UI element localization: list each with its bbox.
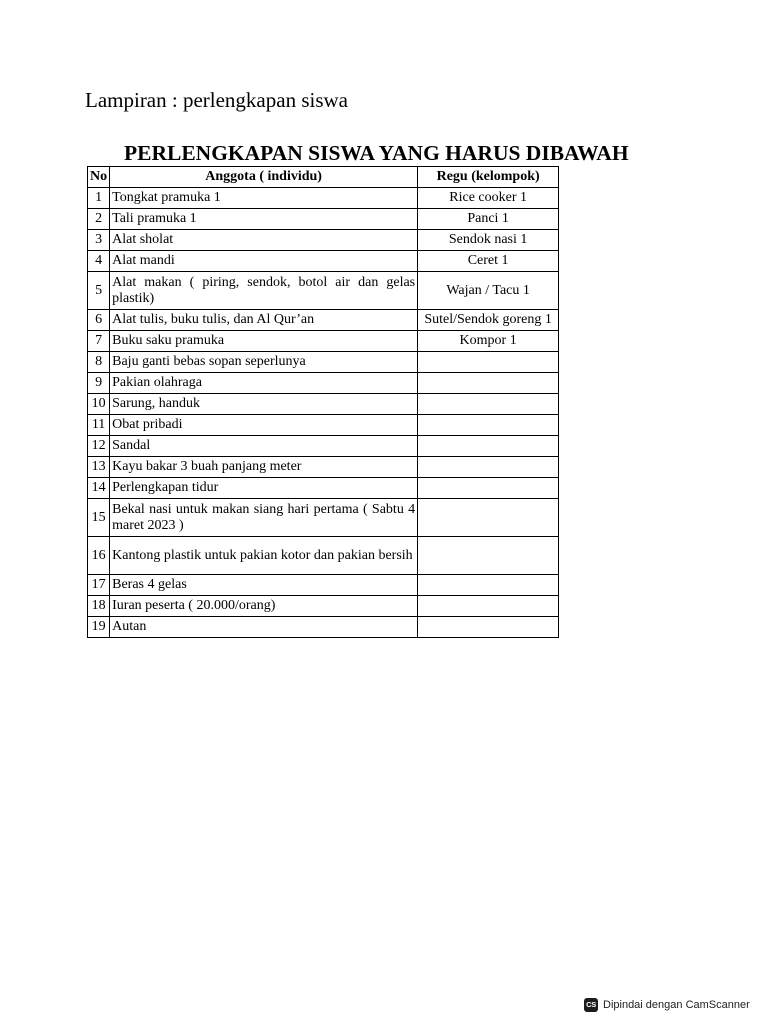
individu-item: Alat tulis, buku tulis, dan Al Qur’an [110, 310, 418, 331]
header-regu: Regu (kelompok) [418, 167, 559, 188]
table-row [88, 575, 559, 596]
regu-item: Sendok nasi 1 [418, 230, 559, 251]
table-row [88, 209, 559, 230]
row-number: 11 [88, 415, 110, 436]
table-row [88, 373, 559, 394]
row-number: 13 [88, 457, 110, 478]
individu-item: Kantong plastik untuk pakian kotor dan pakian bersih [110, 537, 418, 575]
row-number: 19 [88, 617, 110, 638]
regu-item [418, 373, 559, 394]
row-number: 7 [88, 331, 110, 352]
table-row [88, 394, 559, 415]
individu-item: Kayu bakar 3 buah panjang meter [110, 457, 418, 478]
equipment-table [87, 166, 559, 638]
row-number: 1 [88, 188, 110, 209]
regu-item [418, 596, 559, 617]
table-row [88, 596, 559, 617]
regu-item [418, 499, 559, 537]
camscanner-logo-icon: CS [584, 998, 598, 1012]
row-number: 17 [88, 575, 110, 596]
regu-item: Rice cooker 1 [418, 188, 559, 209]
table-row [88, 617, 559, 638]
row-number: 9 [88, 373, 110, 394]
regu-item: Wajan / Tacu 1 [418, 272, 559, 310]
row-number: 16 [88, 537, 110, 575]
header-individu: Anggota ( individu) [110, 167, 418, 188]
regu-item [418, 352, 559, 373]
row-number: 18 [88, 596, 110, 617]
header-no: No [88, 167, 110, 188]
camscanner-text: Dipindai dengan CamScanner [603, 999, 750, 1011]
row-number: 5 [88, 272, 110, 310]
individu-item: Autan [110, 617, 418, 638]
regu-item [418, 415, 559, 436]
row-number: 2 [88, 209, 110, 230]
table-row [88, 188, 559, 209]
table-row [88, 415, 559, 436]
regu-item [418, 617, 559, 638]
individu-item: Alat sholat [110, 230, 418, 251]
individu-item: Beras 4 gelas [110, 575, 418, 596]
row-number: 12 [88, 436, 110, 457]
table-header-row [88, 167, 559, 188]
row-number: 4 [88, 251, 110, 272]
table-row [88, 436, 559, 457]
table-row [88, 478, 559, 499]
regu-item: Kompor 1 [418, 331, 559, 352]
table-row [88, 457, 559, 478]
regu-item: Panci 1 [418, 209, 559, 230]
individu-item: Alat mandi [110, 251, 418, 272]
row-number: 6 [88, 310, 110, 331]
individu-item: Buku saku pramuka [110, 331, 418, 352]
individu-item: Perlengkapan tidur [110, 478, 418, 499]
table-row [88, 272, 559, 310]
individu-item: Tali pramuka 1 [110, 209, 418, 230]
regu-item [418, 436, 559, 457]
regu-item [418, 478, 559, 499]
row-number: 15 [88, 499, 110, 537]
table-row [88, 251, 559, 272]
row-number: 10 [88, 394, 110, 415]
individu-item: Bekal nasi untuk makan siang hari pertama ( Sabtu 4 maret 2023 ) [110, 499, 418, 537]
regu-item [418, 394, 559, 415]
individu-item: Alat makan ( piring, sendok, botol air dan gelas plastik) [110, 272, 418, 310]
table-row [88, 310, 559, 331]
individu-item: Baju ganti bebas sopan seperlunya [110, 352, 418, 373]
regu-item [418, 575, 559, 596]
regu-item: Sutel/Sendok goreng 1 [418, 310, 559, 331]
row-number: 8 [88, 352, 110, 373]
table-row [88, 230, 559, 251]
individu-item: Pakian olahraga [110, 373, 418, 394]
page-title: PERLENGKAPAN SISWA YANG HARUS DIBAWAH [124, 141, 629, 165]
individu-item: Iuran peserta ( 20.000/orang) [110, 596, 418, 617]
individu-item: Sandal [110, 436, 418, 457]
individu-item: Sarung, handuk [110, 394, 418, 415]
attachment-label: Lampiran : perlengkapan siswa [85, 88, 348, 112]
table-row [88, 331, 559, 352]
table-row [88, 537, 559, 575]
camscanner-watermark [584, 998, 750, 1012]
row-number: 14 [88, 478, 110, 499]
row-number: 3 [88, 230, 110, 251]
individu-item: Tongkat pramuka 1 [110, 188, 418, 209]
table-row [88, 499, 559, 537]
individu-item: Obat pribadi [110, 415, 418, 436]
regu-item [418, 537, 559, 575]
table-row [88, 352, 559, 373]
regu-item [418, 457, 559, 478]
regu-item: Ceret 1 [418, 251, 559, 272]
